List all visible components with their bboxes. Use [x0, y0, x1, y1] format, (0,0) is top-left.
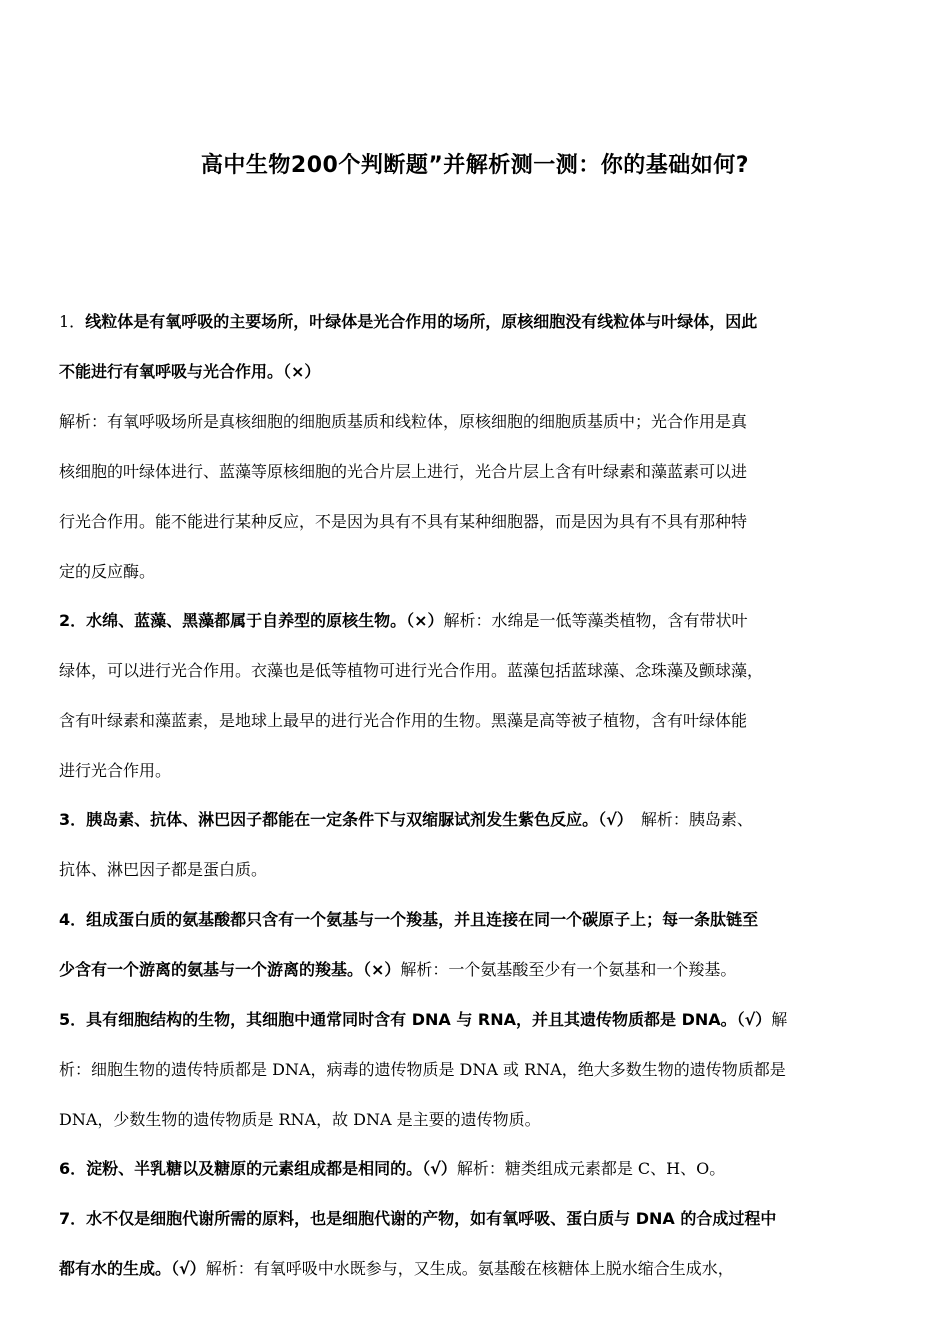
q2-explanation-4: 进行光合作用。 — [59, 761, 172, 780]
q5-explanation-2: 析：细胞生物的遗传特质都是 DNA，病毒的遗传物质是 DNA 或 RNA，绝大多数生物的遗传物质都是 — [59, 1060, 786, 1079]
q1-explanation-2: 核细胞的叶绿体进行、蓝藻等原核细胞的光合片层上进行，光合片层上含有叶绿素和藻蓝素可以进 — [59, 462, 748, 481]
q3-explanation-1: 解析：胰岛素、 — [624, 810, 753, 829]
q4-statement-2: 少含有一个游离的氨基与一个游离的羧基。（×） — [59, 960, 401, 979]
q4-statement-1: 4．组成蛋白质的氨基酸都只含有一个氨基与一个羧基，并且连接在同一个碳原子上；每一条肽链至 — [59, 910, 759, 929]
q1-explanation-3: 行光合作用。能不能进行某种反应，不是因为具有不具有某种细胞器，而是因为具有不具有那种特 — [59, 512, 748, 531]
q6-line-1 — [59, 1157, 905, 1181]
q7-line-2 — [59, 1257, 905, 1281]
q7-statement-2: 都有水的生成。（√） — [59, 1259, 206, 1278]
q5-line-1 — [59, 1008, 905, 1032]
page-title: 高中生物200个判断题”并解析测一测：你的基础如何? — [200, 153, 750, 178]
q2-explanation-1: 解析：水绵是一低等藻类植物，含有带状叶 — [443, 611, 748, 630]
q1-number: 1． — [59, 312, 86, 331]
q3-statement: 3．胰岛素、抗体、淋巴因子都能在一定条件下与双缩脲试剂发生紫色反应。（√） — [59, 810, 625, 829]
q1-explanation-4: 定的反应酶。 — [59, 562, 156, 581]
q2-line-1 — [59, 609, 905, 633]
q6-explanation: 解析：糖类组成元素都是 C、H、O。 — [456, 1159, 726, 1178]
q5-statement: 5．具有细胞结构的生物，其细胞中通常同时含有 DNA 与 RNA，并且其遗传物质都是 DNA。（√） — [59, 1010, 772, 1029]
q2-explanation-3: 含有叶绿素和藻蓝素，是地球上最早的进行光合作用的生物。黑藻是高等被子植物，含有叶绿体能 — [59, 711, 748, 730]
q2-explanation-2: 绿体，可以进行光合作用。衣藻也是低等植物可进行光合作用。蓝藻包括蓝球藻、念珠藻及颤球藻， — [59, 661, 764, 680]
q3-line-1 — [59, 808, 905, 832]
q1-statement-2: 不能进行有氧呼吸与光合作用。（×） — [59, 362, 321, 381]
q7-explanation: 解析：有氧呼吸中水既参与，又生成。氨基酸在核糖体上脱水缩合生成水， — [205, 1259, 734, 1278]
q2-statement: 2．水绵、蓝藻、黑藻都属于自养型的原核生物。（×） — [59, 611, 444, 630]
q5-explanation-3: DNA，少数生物的遗传物质是 RNA，故 DNA 是主要的遗传物质。 — [59, 1110, 541, 1129]
q4-explanation: 解析：一个氨基酸至少有一个氨基和一个羧基。 — [400, 960, 737, 979]
q1-statement-1: 线粒体是有氧呼吸的主要场所，叶绿体是光合作用的场所，原核细胞没有线粒体与叶绿体，因此 — [85, 312, 758, 331]
q7-statement-1: 7．水不仅是细胞代谢所需的原料，也是细胞代谢的产物，如有氧呼吸、蛋白质与 DNA 的合成过程中 — [59, 1209, 777, 1228]
q6-statement: 6．淀粉、半乳糖以及糖原的元素组成都是相同的。（√） — [59, 1159, 457, 1178]
q3-explanation-2: 抗体、淋巴因子都是蛋白质。 — [59, 860, 268, 879]
q1-line-1 — [59, 310, 905, 334]
q1-explanation-1: 解析：有氧呼吸场所是真核细胞的细胞质基质和线粒体，原核细胞的细胞质基质中；光合作用是真 — [59, 412, 748, 431]
q5-explanation-1: 解 — [771, 1010, 788, 1029]
q4-line-2 — [59, 958, 905, 982]
